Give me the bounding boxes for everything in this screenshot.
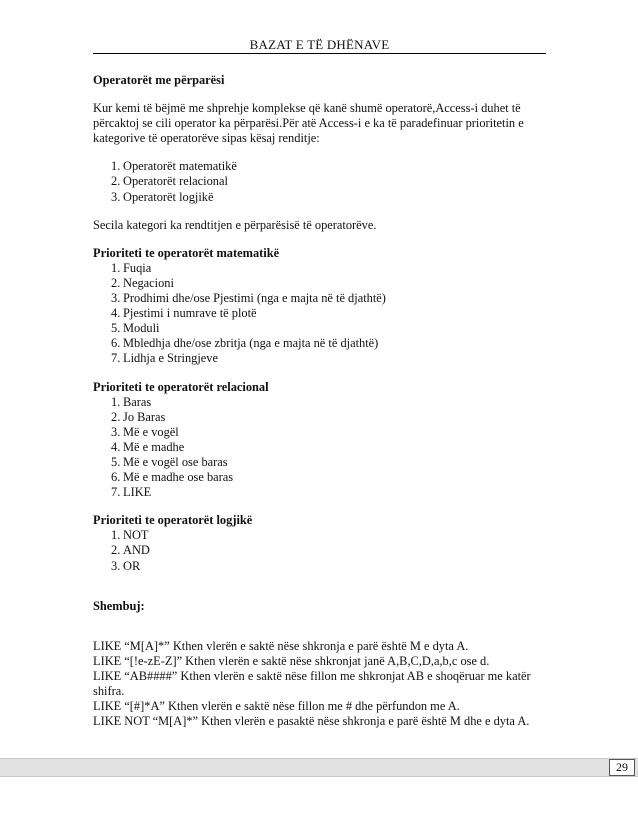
- list-item: 2. AND: [111, 543, 150, 558]
- section-heading-logical: Prioriteti te operatorët logjikë: [93, 513, 253, 528]
- example-line: LIKE “[!e-zE-Z]” Kthen vlerën e saktë nëse shkronjat janë A,B,C,D,a,b,c ose d.: [93, 653, 490, 668]
- list-item: 3. Operatorët logjikë: [111, 189, 214, 204]
- category-note: Secila kategori ka rendtitjen e përparësisë të operatorëve.: [93, 217, 377, 232]
- list-item: 7. LIKE: [111, 485, 152, 500]
- intro-paragraph: [93, 101, 548, 146]
- example-line: LIKE “M[A]*” Kthen vlerën e saktë nëse shkronja e parë është M e dyta A.: [93, 638, 469, 653]
- examples-block: [93, 639, 548, 730]
- list-item: 3. Prodhimi dhe/ose Pjestimi (nga e majta në të djathtë): [111, 291, 386, 306]
- example-line: LIKE NOT “M[A]*” Kthen vlerën e pasaktë nëse shkronja e parë është M dhe e dyta A.: [93, 714, 530, 729]
- list-item: 6. Më e madhe ose baras: [111, 470, 234, 485]
- math-priority-list: [93, 261, 548, 367]
- paragraph-line: përcaktoj se cili operator ka përparësi.Për atë Access-i e ka të paradefinuar prioritetin e: [93, 116, 524, 131]
- list-item: 3. Më e vogël: [111, 424, 179, 439]
- category-list: [93, 159, 548, 204]
- list-item: 4. Pjestimi i numrave të plotë: [111, 306, 257, 321]
- list-item: 3. OR: [111, 558, 141, 573]
- list-item: 4. Më e madhe: [111, 439, 185, 454]
- section-heading-examples: Shembuj:: [93, 598, 145, 613]
- paragraph-line: Kur kemi të bëjmë me shprehje komplekse që kanë shumë operatorë,Access-i duhet të: [93, 101, 521, 116]
- list-item: 1. Baras: [111, 394, 152, 409]
- section-heading-relational: Prioriteti te operatorët relacional: [93, 379, 269, 394]
- footer-bar: [0, 758, 638, 777]
- list-item: 6. Mbledhja dhe/ose zbritja (nga e majta në të djathtë): [111, 336, 379, 351]
- section-heading-math: Prioriteti te operatorët matematikë: [93, 245, 280, 260]
- relational-priority-list: [93, 395, 548, 501]
- list-item: 2. Negacioni: [111, 275, 174, 290]
- example-line: LIKE “AB####” Kthen vlerën e saktë nëse fillon me shkronjat AB e shoqëruar me katër: [93, 668, 531, 683]
- example-line: shifra.: [93, 684, 125, 698]
- list-item: 2. Operatorët relacional: [111, 174, 228, 189]
- list-item: 5. Më e vogël ose baras: [111, 454, 228, 469]
- list-item: 1. NOT: [111, 528, 149, 543]
- list-item: 2. Jo Baras: [111, 409, 166, 424]
- page-number: 29: [609, 759, 635, 776]
- list-item: 7. Lidhja e Stringjeve: [111, 351, 218, 366]
- logical-priority-list: [93, 528, 548, 573]
- list-item: 5. Moduli: [111, 321, 160, 336]
- list-item: 1. Operatorët matematikë: [111, 159, 237, 174]
- example-line: LIKE “[#]*A” Kthen vlerën e saktë nëse fillon me # dhe përfundon me A.: [93, 699, 460, 714]
- list-item: 1. Fuqia: [111, 260, 152, 275]
- page-content: [93, 73, 548, 729]
- section-heading-operators-precedence: Operatorët me përparësi: [93, 73, 225, 87]
- header-rule: [93, 53, 546, 54]
- running-header: BAZAT E TË DHËNAVE: [249, 37, 390, 52]
- paragraph-line: kategorive të operatorëve sipas kësaj renditje:: [93, 131, 320, 146]
